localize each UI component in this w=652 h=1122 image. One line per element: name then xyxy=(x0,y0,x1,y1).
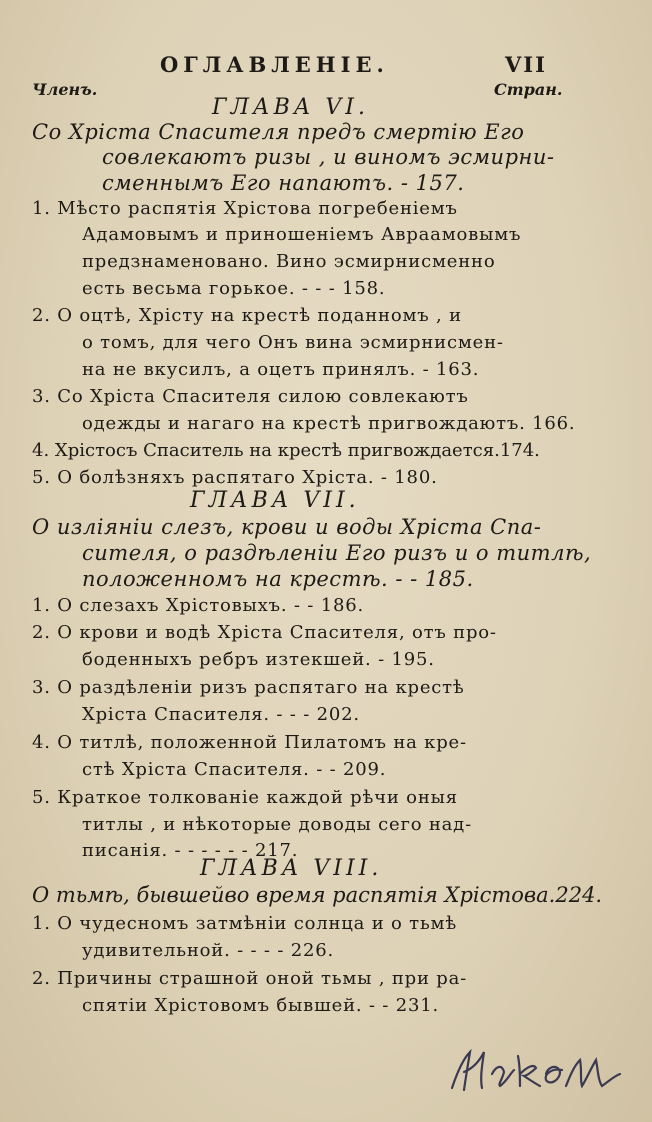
toc-entry-line: удивительной. - - - - 226. xyxy=(82,940,335,961)
toc-entry-line: Адамовымъ и приношенiемъ Авраамовымъ xyxy=(82,224,522,245)
chapter-title-line: Со Хрiста Спасителя предъ смертiю Его xyxy=(32,120,525,144)
toc-entry-line: 5. Краткое толкованiе каждой рѣчи оныя xyxy=(32,787,458,808)
toc-entry-line: есть весьма горькое. - - - 158. xyxy=(82,278,386,299)
chapter-heading: ГЛАВА VII. xyxy=(190,488,360,513)
toc-entry-line: предзнаменовано. Вино эсмирнисменно xyxy=(82,251,496,272)
chapter-heading: ГЛАВА VI. xyxy=(212,95,369,120)
toc-entry-line: 2. О оцтѣ, Хрiсту на крестѣ поданномъ , и xyxy=(32,305,462,326)
chapter-title-line: положенномъ на крестѣ. - - 185. xyxy=(82,567,474,591)
toc-entry-line: писанiя. - - - - - - 217. xyxy=(82,840,299,861)
chapter-title-line: сителя, о раздѣленiи Его ризъ и о титлѣ, xyxy=(82,541,592,565)
toc-entry-line: титлы , и нѣкоторые доводы сего над- xyxy=(82,814,472,835)
page-number: VII xyxy=(505,52,547,77)
toc-entry-line: Хрiста Спасителя. - - - 202. xyxy=(82,704,360,725)
toc-entry-line: 2. Причины страшной оной тьмы , при ра- xyxy=(32,968,468,989)
handwritten-signature xyxy=(440,1030,640,1100)
toc-entry-line: 1. Мѣсто распятiя Хрiстова погребенiемъ xyxy=(32,198,458,219)
chapter-heading: ГЛАВА VIII. xyxy=(200,856,383,881)
chapter-title-line: совлекаютъ ризы , и виномъ эсмирни- xyxy=(102,145,555,169)
chapter-title-line: О тьмѣ, бывшейво время распятiя Хрiстова.224. xyxy=(32,883,603,907)
toc-entry-line: одежды и нагаго на крестѣ пригвождаютъ. 166. xyxy=(82,413,576,434)
page-title: ОГЛАВЛЕНIЕ. xyxy=(160,52,389,77)
toc-entry-line: спятiи Хрiстовомъ бывшей. - - 231. xyxy=(82,995,439,1016)
toc-entry-line: стѣ Хрiста Спасителя. - - 209. xyxy=(82,759,387,780)
column-label-member: Членъ. xyxy=(32,80,98,99)
toc-entry-line: 4. Хрiстосъ Спаситель на крестѣ пригвождается.174. xyxy=(32,440,540,461)
toc-entry-line: 3. О раздѣленiи ризъ распятаго на крестѣ xyxy=(32,677,465,698)
column-label-page: Стран. xyxy=(494,80,563,99)
toc-entry-line: боденныхъ ребръ изтекшей. - 195. xyxy=(82,649,435,670)
toc-entry-line: о томъ, для чего Онъ вина эсмирнисмен- xyxy=(82,332,504,353)
toc-entry-line: 1. О слезахъ Хрiстовыхъ. - - 186. xyxy=(32,595,364,616)
chapter-title-line: О излiянiи слезъ, крови и воды Хрiста Спа- xyxy=(32,515,542,539)
toc-entry-line: 2. О крови и водѣ Хрiста Спасителя, отъ про- xyxy=(32,622,497,643)
toc-entry-line: 5. О болѣзняхъ распятаго Хрiста. - 180. xyxy=(32,467,438,488)
toc-entry-line: на не вкусилъ, а оцетъ принялъ. - 163. xyxy=(82,359,480,380)
toc-entry-line: 1. О чудесномъ затмѣнiи солнца и о тьмѣ xyxy=(32,913,457,934)
toc-entry-line: 3. Со Хрiста Спасителя силою совлекаютъ xyxy=(32,386,469,407)
chapter-title-line: сменнымъ Его напаютъ. - 157. xyxy=(102,171,465,195)
toc-entry-line: 4. О титлѣ, положенной Пилатомъ на кре- xyxy=(32,732,467,753)
